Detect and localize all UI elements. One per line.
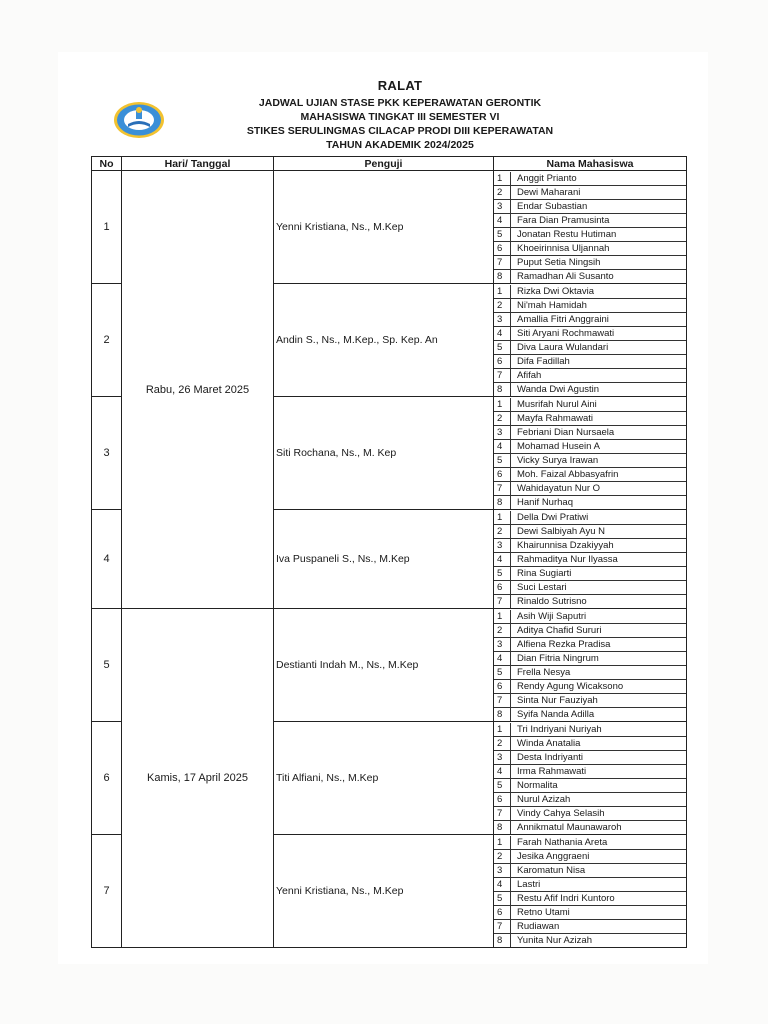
- student-index: 4: [494, 877, 511, 891]
- examiner-name: Yenni Kristiana, Ns., M.Kep: [274, 171, 494, 284]
- list-item: [494, 467, 686, 481]
- document-header: [210, 78, 590, 152]
- student-name: Hanif Nurhaq: [511, 495, 687, 509]
- list-item: [494, 933, 686, 947]
- student-index: 5: [494, 778, 511, 792]
- institution-logo: [112, 100, 166, 140]
- group-number: 4: [92, 510, 122, 609]
- student-index: 5: [494, 340, 511, 354]
- student-index: 3: [494, 199, 511, 213]
- student-index: 3: [494, 425, 511, 439]
- student-name: Ramadhan Ali Susanto: [511, 269, 687, 283]
- student-index: 2: [494, 623, 511, 637]
- student-index: 7: [494, 919, 511, 933]
- list-item: [494, 382, 686, 396]
- student-index: 5: [494, 891, 511, 905]
- student-name: Khoeirinnisa Uljannah: [511, 241, 687, 255]
- list-item: [494, 340, 686, 354]
- list-item: [494, 185, 686, 199]
- student-index: 7: [494, 255, 511, 269]
- student-name: Mayfa Rahmawati: [511, 411, 687, 425]
- list-item: [494, 594, 686, 608]
- student-index: 7: [494, 481, 511, 495]
- list-item: [494, 707, 686, 721]
- list-item: [494, 481, 686, 495]
- student-index: 8: [497, 934, 503, 946]
- student-name: Dewi Salbiyah Ayu N: [511, 524, 687, 538]
- exam-date: Rabu, 26 Maret 2025: [122, 171, 274, 609]
- student-index: 6: [494, 467, 511, 481]
- header-line-1: JADWAL UJIAN STASE PKK KEPERAWATAN GERONTIK: [258, 97, 542, 109]
- list-item: [494, 792, 686, 806]
- student-index: 4: [494, 326, 511, 340]
- student-index: 4: [494, 213, 511, 227]
- student-name: Rinaldo Sutrisno: [511, 594, 687, 608]
- list-item: [494, 425, 686, 439]
- list-item: [494, 750, 686, 764]
- list-item: [494, 849, 686, 863]
- student-name: Normalita: [511, 778, 687, 792]
- list-item: [494, 495, 686, 509]
- student-index: 2: [494, 524, 511, 538]
- student-index: 1: [494, 398, 511, 412]
- student-name: Wahidayatun Nur O: [511, 481, 687, 495]
- group-number: 6: [92, 722, 122, 835]
- column-header-examiner: Penguji: [274, 157, 494, 171]
- list-item: [494, 312, 686, 326]
- student-list: [494, 511, 686, 608]
- list-item: [494, 298, 686, 312]
- list-item: [494, 398, 686, 412]
- student-name: Annikmatul Maunawaroh: [511, 820, 687, 834]
- header-line-3: STIKES SERULINGMAS CILACAP PRODI DIII KEPERAWATAN: [246, 125, 554, 137]
- examiner-name: Titi Alfiani, Ns., M.Kep: [274, 722, 494, 835]
- student-index: 8: [497, 708, 503, 720]
- list-item: [494, 269, 686, 283]
- student-list-cell: [494, 835, 687, 948]
- student-name: Jonatan Restu Hutiman: [511, 227, 687, 241]
- student-name: Anggit Prianto: [511, 172, 687, 186]
- student-index: 2: [494, 411, 511, 425]
- student-index: 1: [494, 172, 511, 186]
- student-index: 6: [494, 580, 511, 594]
- list-item: [494, 623, 686, 637]
- list-item: [494, 778, 686, 792]
- student-name: Asih Wiji Saputri: [511, 610, 687, 624]
- student-index: 3: [494, 538, 511, 552]
- student-name: Wanda Dwi Agustin: [511, 382, 687, 396]
- student-name: Fara Dian Pramusinta: [511, 213, 687, 227]
- student-index: 6: [494, 354, 511, 368]
- group-number: 3: [92, 397, 122, 510]
- list-item: [494, 241, 686, 255]
- group-number: 7: [92, 835, 122, 948]
- student-name: Irma Rahmawati: [511, 764, 687, 778]
- student-index: 4: [494, 552, 511, 566]
- student-index: 5: [494, 453, 511, 467]
- student-name: Restu Afif Indri Kuntoro: [511, 891, 687, 905]
- list-item: [494, 524, 686, 538]
- header-line-4: TAHUN AKADEMIK 2024/2025: [326, 139, 474, 151]
- list-item: [494, 665, 686, 679]
- student-index: 8: [497, 270, 503, 282]
- student-index: 6: [494, 905, 511, 919]
- student-index: 5: [494, 566, 511, 580]
- list-item: [494, 651, 686, 665]
- list-item: [494, 538, 686, 552]
- student-index: 1: [494, 723, 511, 737]
- student-list-cell: [494, 609, 687, 722]
- student-name: Nurul Azizah: [511, 792, 687, 806]
- student-name: Moh. Faizal Abbasyafrin: [511, 467, 687, 481]
- list-item: [494, 552, 686, 566]
- student-index: 3: [494, 863, 511, 877]
- list-item: [494, 453, 686, 467]
- student-index: 8: [497, 821, 503, 833]
- schedule-body: [92, 171, 687, 948]
- list-item: [494, 580, 686, 594]
- student-list-cell: [494, 510, 687, 609]
- student-index: 8: [497, 496, 503, 508]
- student-index: 4: [494, 764, 511, 778]
- student-name: Tri Indriyani Nuriyah: [511, 723, 687, 737]
- column-header-students: Nama Mahasiswa: [494, 157, 687, 171]
- list-item: [494, 255, 686, 269]
- student-name: Rudiawan: [511, 919, 687, 933]
- student-name: Karomatun Nisa: [511, 863, 687, 877]
- student-list: [494, 172, 686, 283]
- student-list: [494, 610, 686, 721]
- list-item: [494, 172, 686, 186]
- examiner-name: Destianti Indah M., Ns., M.Kep: [274, 609, 494, 722]
- list-item: [494, 199, 686, 213]
- student-name: Rina Sugiarti: [511, 566, 687, 580]
- exam-date: Kamis, 17 April 2025: [122, 609, 274, 948]
- student-index: 2: [494, 185, 511, 199]
- group-number: 5: [92, 609, 122, 722]
- group-number: 1: [92, 171, 122, 284]
- group-number: 2: [92, 284, 122, 397]
- student-index: 1: [494, 511, 511, 525]
- student-index: 2: [494, 849, 511, 863]
- student-list: [494, 836, 686, 947]
- list-item: [494, 566, 686, 580]
- student-name: Farah Nathania Areta: [511, 836, 687, 850]
- student-name: Siti Aryani Rochmawati: [511, 326, 687, 340]
- student-name: Winda Anatalia: [511, 736, 687, 750]
- list-item: [494, 919, 686, 933]
- student-name: Desta Indriyanti: [511, 750, 687, 764]
- list-item: [494, 764, 686, 778]
- list-item: [494, 693, 686, 707]
- list-item: [494, 836, 686, 850]
- list-item: [494, 213, 686, 227]
- list-item: [494, 411, 686, 425]
- list-item: [494, 610, 686, 624]
- student-name: Diva Laura Wulandari: [511, 340, 687, 354]
- student-name: Puput Setia Ningsih: [511, 255, 687, 269]
- list-item: [494, 679, 686, 693]
- student-name: Difa Fadillah: [511, 354, 687, 368]
- student-name: Jesika Anggraeni: [511, 849, 687, 863]
- examiner-name: Andin S., Ns., M.Kep., Sp. Kep. An: [274, 284, 494, 397]
- student-name: Dewi Maharani: [511, 185, 687, 199]
- student-list: [494, 285, 686, 396]
- list-item: [494, 736, 686, 750]
- student-index: 7: [497, 595, 503, 607]
- student-index: 4: [494, 439, 511, 453]
- column-header-date: Hari/ Tanggal: [122, 157, 274, 171]
- student-name: Mohamad Husein A: [511, 439, 687, 453]
- list-item: [494, 905, 686, 919]
- student-name: Suci Lestari: [511, 580, 687, 594]
- column-header-no: No: [92, 157, 122, 171]
- student-name: Amallia Fitri Anggraini: [511, 312, 687, 326]
- student-name: Musrifah Nurul Aini: [511, 398, 687, 412]
- student-index: 2: [494, 298, 511, 312]
- list-item: [494, 285, 686, 299]
- student-name: Yunita Nur Azizah: [511, 933, 687, 947]
- student-list-cell: [494, 397, 687, 510]
- student-name: Syifa Nanda Adilla: [511, 707, 687, 721]
- student-name: Frella Nesya: [511, 665, 687, 679]
- student-name: Afifah: [511, 368, 687, 382]
- student-name: Alfiena Rezka Pradisa: [511, 637, 687, 651]
- student-name: Endar Subastian: [511, 199, 687, 213]
- student-list-cell: [494, 171, 687, 284]
- list-item: [494, 891, 686, 905]
- list-item: [494, 368, 686, 382]
- student-index: 7: [494, 806, 511, 820]
- student-index: 3: [494, 312, 511, 326]
- list-item: [494, 637, 686, 651]
- header-line-2: MAHASISWA TINGKAT III SEMESTER VI: [300, 111, 500, 123]
- student-index: 3: [494, 750, 511, 764]
- list-item: [494, 227, 686, 241]
- student-index: 3: [494, 637, 511, 651]
- list-item: [494, 511, 686, 525]
- student-name: Ni'mah Hamidah: [511, 298, 687, 312]
- student-index: 6: [494, 241, 511, 255]
- student-index: 7: [494, 693, 511, 707]
- table-header-row: [92, 157, 687, 171]
- list-item: [494, 354, 686, 368]
- student-name: Khairunnisa Dzakiyyah: [511, 538, 687, 552]
- student-name: Aditya Chafid Sururi: [511, 623, 687, 637]
- exam-schedule-table: [91, 156, 687, 948]
- list-item: [494, 723, 686, 737]
- list-item: [494, 439, 686, 453]
- student-name: Rendy Agung Wicaksono: [511, 679, 687, 693]
- list-item: [494, 863, 686, 877]
- examiner-name: Iva Puspaneli S., Ns., M.Kep: [274, 510, 494, 609]
- student-name: Sinta Nur Fauziyah: [511, 693, 687, 707]
- student-index: 1: [494, 285, 511, 299]
- student-name: Vicky Surya Irawan: [511, 453, 687, 467]
- list-item: [494, 806, 686, 820]
- student-index: 1: [494, 610, 511, 624]
- student-name: Lastri: [511, 877, 687, 891]
- student-index: 4: [494, 651, 511, 665]
- student-list-cell: [494, 722, 687, 835]
- student-index: 2: [494, 736, 511, 750]
- student-index: 8: [497, 383, 503, 395]
- list-item: [494, 820, 686, 834]
- student-index: 5: [494, 227, 511, 241]
- student-list: [494, 723, 686, 834]
- examiner-name: Yenni Kristiana, Ns., M.Kep: [274, 835, 494, 948]
- student-name: Dian Fitria Ningrum: [511, 651, 687, 665]
- student-name: Della Dwi Pratiwi: [511, 511, 687, 525]
- student-name: Retno Utami: [511, 905, 687, 919]
- list-item: [494, 326, 686, 340]
- student-name: Rizka Dwi Oktavia: [511, 285, 687, 299]
- table-row: [92, 609, 687, 722]
- student-index: 6: [494, 792, 511, 806]
- student-name: Rahmaditya Nur Ilyassa: [511, 552, 687, 566]
- student-index: 1: [494, 836, 511, 850]
- student-index: 6: [494, 679, 511, 693]
- list-item: [494, 877, 686, 891]
- student-list-cell: [494, 284, 687, 397]
- student-index: 7: [494, 368, 511, 382]
- document-title: RALAT: [377, 78, 423, 93]
- student-name: Vindy Cahya Selasih: [511, 806, 687, 820]
- student-index: 5: [494, 665, 511, 679]
- student-list: [494, 398, 686, 509]
- student-name: Febriani Dian Nursaela: [511, 425, 687, 439]
- examiner-name: Siti Rochana, Ns., M. Kep: [274, 397, 494, 510]
- table-row: [92, 171, 687, 284]
